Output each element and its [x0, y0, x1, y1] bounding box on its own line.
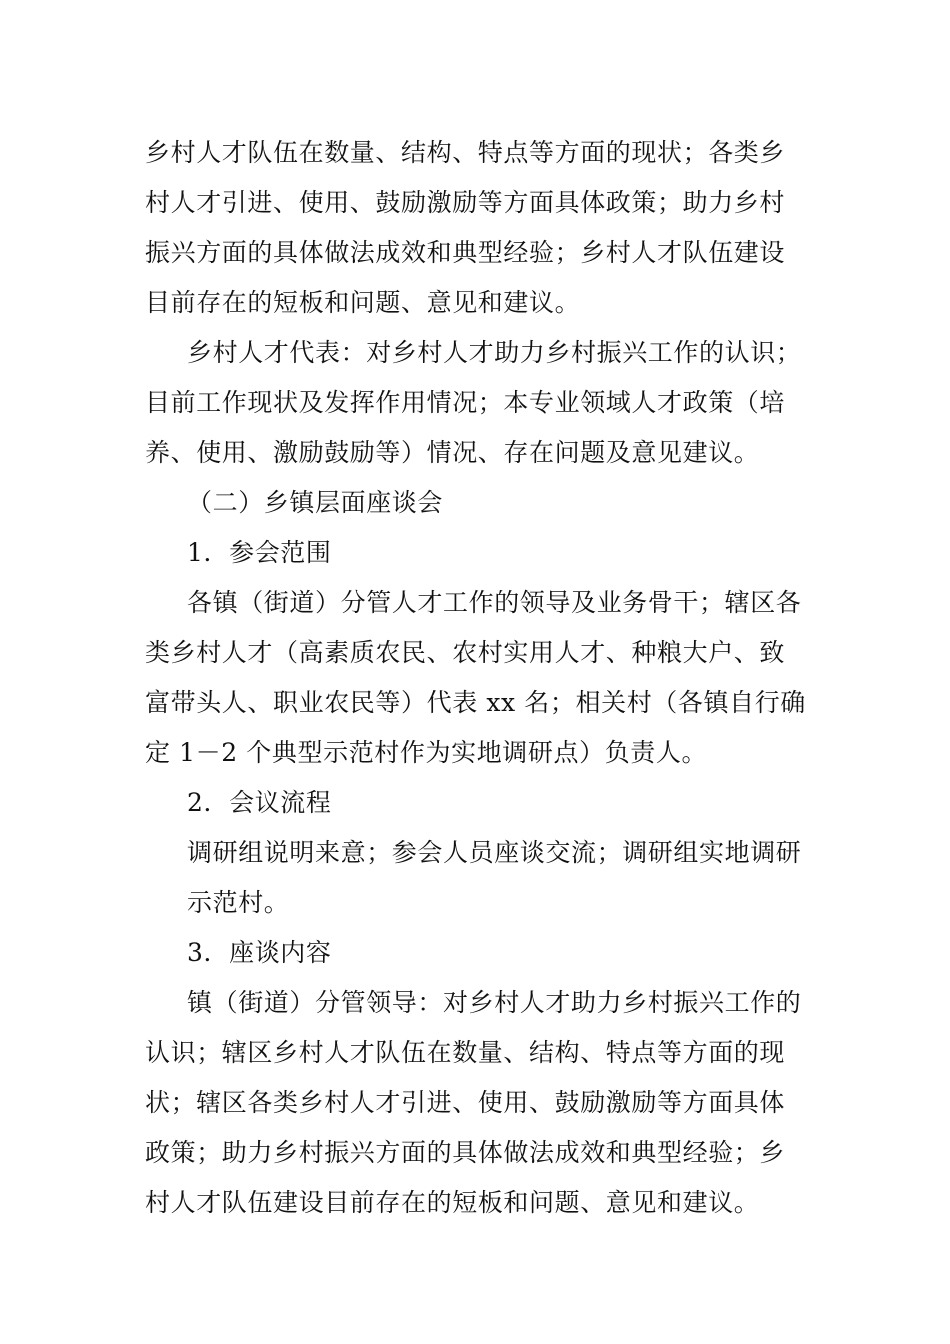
paragraph-meeting-process: [145, 828, 810, 928]
heading-text: （二）乡镇层面座谈会: [187, 488, 444, 517]
heading-text: 1．参会范围: [187, 538, 332, 567]
document-body: [145, 128, 810, 1228]
paragraph-current-status: [145, 128, 810, 328]
text-line: 示范村。: [187, 888, 290, 917]
text-line: 政策；助力乡村振兴方面的具体做法成效和典型经验；乡: [145, 1138, 786, 1167]
text-line: 认识；辖区乡村人才队伍在数量、结构、特点等方面的现: [145, 1038, 786, 1067]
text-line: 镇（街道）分管领导：对乡村人才助力乡村振兴工作的: [187, 988, 802, 1017]
text-line: 养、使用、激励鼓励等）情况、存在问题及意见建议。: [145, 438, 760, 467]
text-line: 村人才引进、使用、鼓励激励等方面具体政策；助力乡村: [145, 188, 786, 217]
text-line: 目前存在的短板和问题、意见和建议。: [145, 288, 581, 317]
text-line: 乡村人才队伍在数量、结构、特点等方面的现状；各类乡: [145, 138, 786, 167]
section-heading-township-meeting: [145, 478, 810, 528]
text-line: 状；辖区各类乡村人才引进、使用、鼓励激励等方面具体: [145, 1088, 786, 1117]
text-line: 类乡村人才（高素质农民、农村实用人才、种粮大户、致: [145, 638, 786, 667]
text-line: 富带头人、职业农民等）代表 xx 名；相关村（各镇自行确: [145, 688, 806, 717]
subheading-meeting-process: [145, 778, 810, 828]
text-line: 振兴方面的具体做法成效和典型经验；乡村人才队伍建设: [145, 238, 786, 267]
paragraph-talent-representatives: [145, 328, 810, 478]
paragraph-attendance-scope: [145, 578, 810, 778]
heading-text: 2．会议流程: [187, 788, 332, 817]
text-line: 村人才队伍建设目前存在的短板和问题、意见和建议。: [145, 1188, 760, 1217]
text-line: 乡村人才代表：对乡村人才助力乡村振兴工作的认识；: [187, 338, 802, 367]
subheading-attendance-scope: [145, 528, 810, 578]
text-line: 定 1－2 个典型示范村作为实地调研点）负责人。: [145, 738, 708, 767]
text-line: 调研组说明来意；参会人员座谈交流；调研组实地调研: [187, 838, 802, 867]
heading-text: 3．座谈内容: [187, 938, 332, 967]
subheading-discussion-content: [145, 928, 810, 978]
text-line: 目前工作现状及发挥作用情况；本专业领域人才政策（培: [145, 388, 786, 417]
text-line: 各镇（街道）分管人才工作的领导及业务骨干；辖区各: [187, 588, 802, 617]
paragraph-township-leaders: [145, 978, 810, 1228]
